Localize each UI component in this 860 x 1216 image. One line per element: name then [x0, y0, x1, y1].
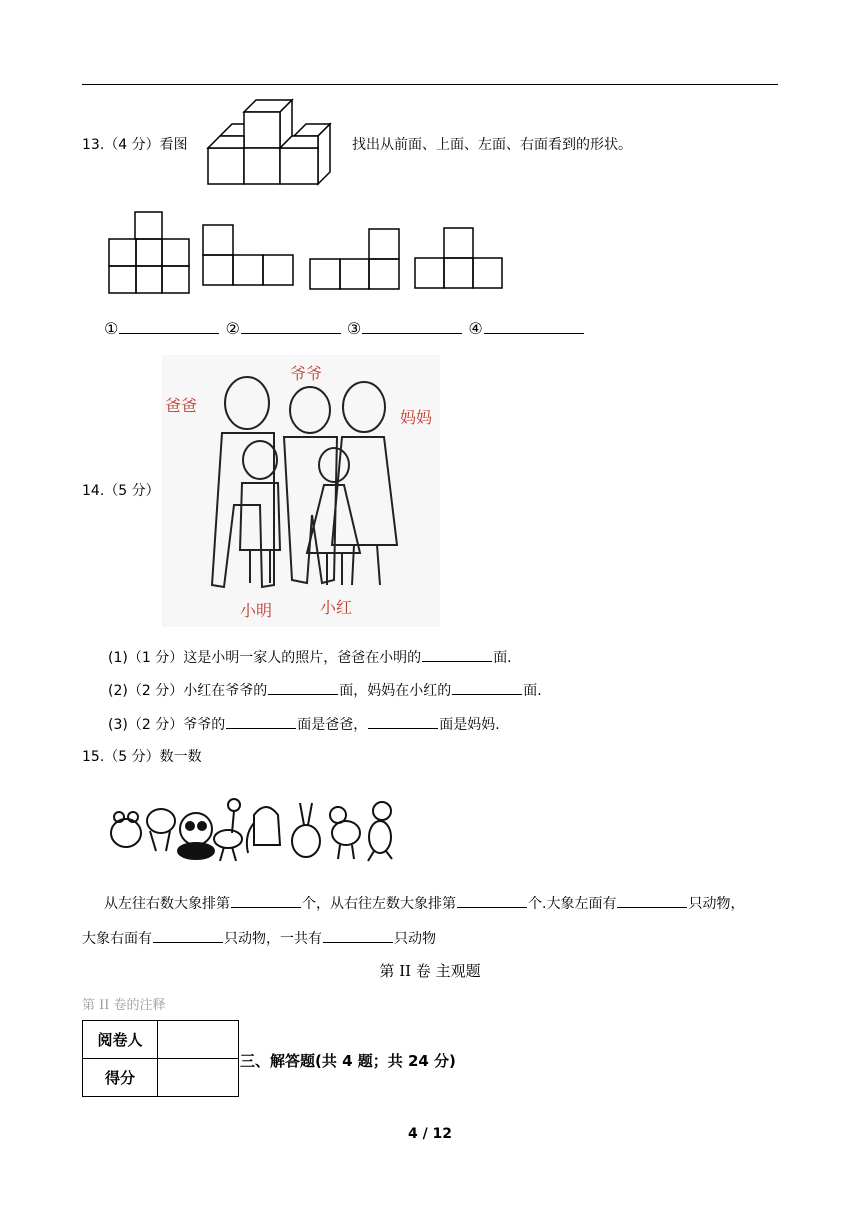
animals-row-image [106, 793, 402, 863]
q14-item-1: (1)（1 分）这是小明一家人的照片，爸爸在小明的 面. [108, 647, 512, 668]
q15-blank-2[interactable] [457, 893, 527, 908]
answer-mark-2: ② [225, 319, 240, 338]
score-cell[interactable] [158, 1059, 239, 1097]
q15-blank-1[interactable] [231, 893, 301, 908]
answer-blank-3[interactable] [362, 319, 462, 334]
q13-instruction: 找出从前面、上面、左面、右面看到的形状。 [352, 137, 632, 153]
q14-item-2: (2)（2 分）小红在爷爷的 面，妈妈在小红的 面. [108, 680, 542, 701]
score-table [82, 1020, 239, 1097]
q14-blank-4[interactable] [226, 714, 296, 729]
page-number: 4 / 12 [407, 1126, 453, 1142]
q15-line-1: 从左往右数大象排第 个，从右往左数大象排第 个.大象左面有 只动物， [104, 893, 744, 914]
label-grandpa: 爷爷 [290, 364, 323, 383]
header-rule [82, 84, 778, 85]
q14-label: 14.（5 分） [82, 483, 160, 499]
q15-label: 15.（5 分）数一数 [82, 749, 202, 765]
label-mom: 妈妈 [400, 408, 433, 427]
section-note: 第 II 卷的注释 [82, 998, 166, 1013]
section-heading: 三、解答题(共 4 题；共 24 分) [240, 1052, 456, 1070]
q13-view-shape-1 [108, 211, 192, 295]
answer-mark-4: ④ [468, 319, 483, 338]
section-title: 第 II 卷 主观题 [379, 962, 481, 980]
q13-view-shape-4 [414, 227, 504, 289]
q13-view-shape-2 [202, 224, 296, 286]
answer-blank-2[interactable] [241, 319, 341, 334]
answer-mark-1: ① [104, 319, 119, 338]
q14-blank-2[interactable] [268, 680, 338, 695]
q14-blank-5[interactable] [368, 714, 438, 729]
q13-answer-row [104, 319, 585, 339]
family-photo [162, 355, 440, 627]
reviewer-label: 阅卷人 [83, 1021, 158, 1059]
q15-blank-3[interactable] [617, 893, 687, 908]
score-label: 得分 [83, 1059, 158, 1097]
label-xiaohong: 小红 [320, 598, 353, 617]
label-dad: 爸爸 [165, 396, 198, 415]
label-xiaoming: 小明 [240, 601, 273, 620]
reviewer-cell[interactable] [158, 1021, 239, 1059]
q15-line-2: 大象右面有 只动物，一共有 只动物 [82, 928, 436, 949]
q13-cube-figure [206, 98, 342, 186]
q14-item-3: (3)（2 分）爷爷的 面是爸爸， 面是妈妈. [108, 714, 500, 735]
answer-mark-3: ③ [346, 319, 362, 338]
q13-label: 13.（4 分）看图 [82, 137, 188, 153]
q13-view-shape-3 [309, 228, 401, 290]
answer-blank-1[interactable] [119, 319, 219, 334]
q15-blank-5[interactable] [323, 928, 393, 943]
q14-blank-3[interactable] [452, 680, 522, 695]
q15-blank-4[interactable] [153, 928, 223, 943]
answer-blank-4[interactable] [484, 319, 584, 334]
q14-blank-1[interactable] [422, 647, 492, 662]
